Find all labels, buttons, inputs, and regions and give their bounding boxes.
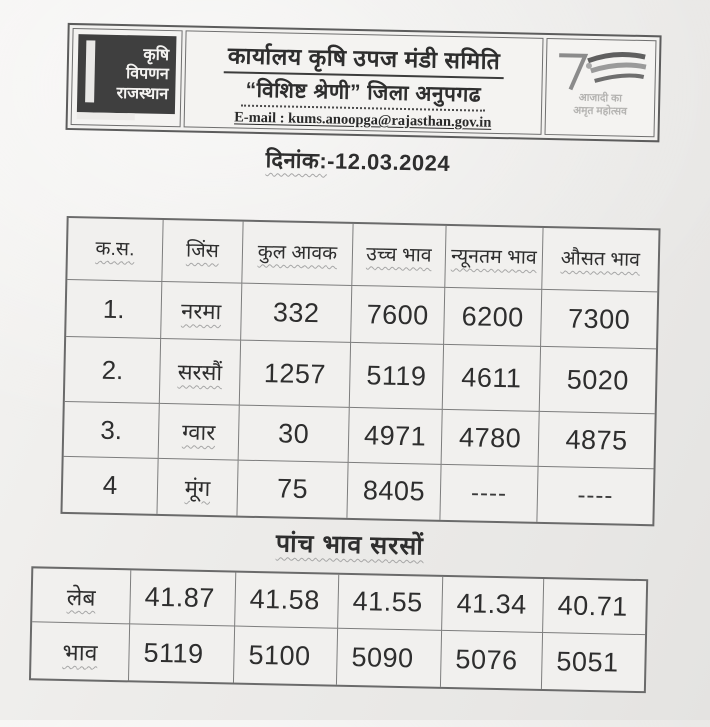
table-row-cell: 5119 xyxy=(350,343,444,410)
date-line xyxy=(3,139,710,184)
table-row-cell: 6200 xyxy=(444,288,542,347)
table-row-cell: 75 xyxy=(237,461,348,518)
rate-cell: 41.55 xyxy=(338,575,443,631)
table-row-cell: 4875 xyxy=(539,412,655,469)
logo-text-line1: कृषि xyxy=(143,46,170,64)
rate-cell: 5076 xyxy=(441,631,543,689)
office-title: कार्यालय कृषि उपज मंडी समिति xyxy=(224,38,505,79)
table-row-cell: सरसौं xyxy=(160,339,241,406)
logo-foot-mark xyxy=(77,112,135,120)
table-row-cell: 7300 xyxy=(541,290,657,349)
krishi-vipnan-logo xyxy=(77,34,177,114)
org-logo-left xyxy=(71,28,183,127)
table-row-cell: 30 xyxy=(239,406,350,463)
col-header-commodity: जिंस xyxy=(162,220,243,284)
letterhead xyxy=(65,23,661,142)
table-row-cell: 1. xyxy=(66,280,162,339)
table-row-cell: 4780 xyxy=(442,410,540,467)
azadi-75-flag-icon xyxy=(554,47,649,95)
date-value: -12.03.2024 xyxy=(326,148,451,176)
rate-cell: 40.71 xyxy=(543,579,646,635)
rate-cell: 5100 xyxy=(234,627,338,685)
rate-cell: 5119 xyxy=(129,624,235,682)
rate-row-label: लेब xyxy=(32,568,131,624)
table-row-cell: 4971 xyxy=(349,408,443,465)
table-row-cell: ---- xyxy=(440,465,538,522)
table-row-cell: 8405 xyxy=(347,463,441,520)
office-email: E-mail : kums.anoopga@rajasthan.gov.in xyxy=(234,109,492,131)
table-row-cell: 7600 xyxy=(351,286,445,345)
commodity-price-table xyxy=(60,216,660,526)
rate-row-label: भाव xyxy=(31,622,130,680)
table-row-cell: 3. xyxy=(64,402,160,459)
rate-cell: 5051 xyxy=(556,645,619,678)
col-header-min-price: न्यूनतम भाव xyxy=(445,226,543,290)
office-subtitle: “विशिष्ट श्रेणी” जिला अनुपगढ xyxy=(241,76,485,112)
rate-cell: 41.58 xyxy=(235,573,339,629)
table-row-cell: 4 xyxy=(62,457,158,514)
table-row-cell: 2. xyxy=(65,337,161,404)
logo-bar-mark xyxy=(85,40,95,102)
rate-cell: 5090 xyxy=(337,629,442,687)
mustard-five-prices-title: पांच भाव सरसों xyxy=(275,529,425,561)
table-row-cell: मूंग xyxy=(157,459,238,516)
table-row-cell: ---- xyxy=(577,481,614,509)
date-label: दिनांक: xyxy=(265,147,328,174)
table-row-cell: 5020 xyxy=(540,347,656,414)
azadi-caption: आजादी का अमृत महोत्सव xyxy=(573,91,627,118)
mustard-rate-table xyxy=(29,566,648,693)
logo-text-line3: राजस्थान xyxy=(116,84,169,103)
logo-text-line2: विपणन xyxy=(125,65,169,84)
col-header-serial: क.स. xyxy=(67,218,163,282)
rate-cell: 41.87 xyxy=(130,570,236,626)
table-row-cell: 4611 xyxy=(443,345,541,412)
col-header-high-price: उच्च भाव xyxy=(352,224,446,288)
col-header-arrival: कुल आवक xyxy=(242,222,353,286)
col-header-avg-price: औसत भाव xyxy=(542,228,658,292)
table-row-cell: नरमा xyxy=(161,282,242,341)
table-row-cell: ग्वार xyxy=(159,404,240,461)
rate-cell: 41.34 xyxy=(442,577,544,633)
table-row-cell: 1257 xyxy=(240,341,351,408)
org-logo-right xyxy=(544,38,656,137)
letterhead-center xyxy=(184,30,544,134)
table-row-cell: 332 xyxy=(241,284,352,343)
